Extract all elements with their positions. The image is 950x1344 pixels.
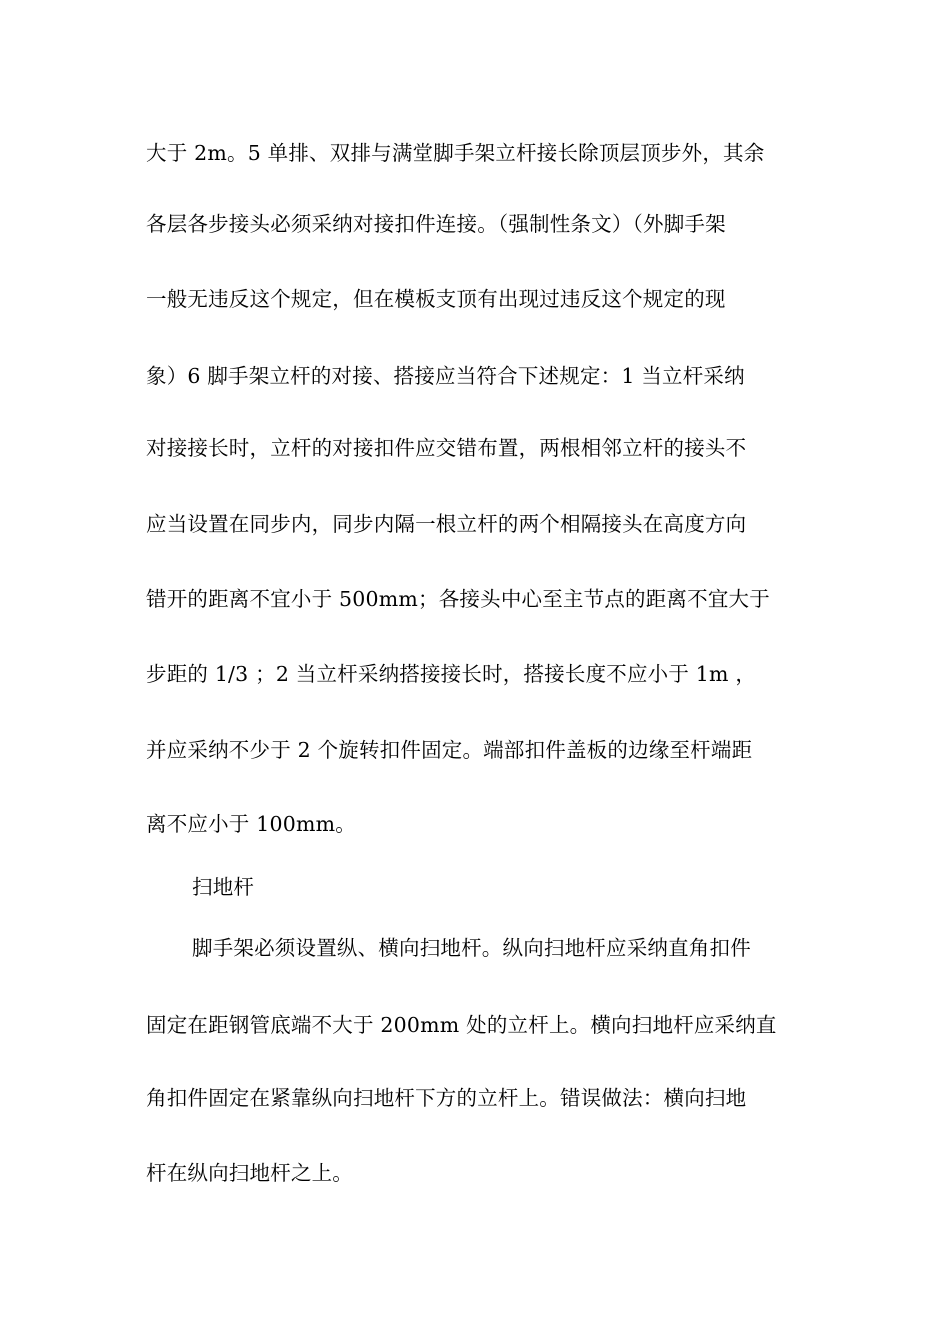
paragraph2-line-2: 固定在距钢管底端不大于 200mm 处的立杆上。横向扫地杆应采纳直 <box>146 1013 777 1037</box>
paragraph1-line-8: 步距的 1/3 ；2 当立杆采纳搭接接长时，搭接长度不应小于 1m ， <box>146 662 757 686</box>
paragraph1-line-10: 离不应小于 100mm。 <box>146 812 356 836</box>
paragraph1-line-2: 各层各步接头必须采纳对接扣件连接。（强制性条文）（外脚手架 <box>146 212 726 236</box>
paragraph2-line-1: 脚手架必须设置纵、横向扫地杆。纵向扫地杆应采纳直角扣件 <box>192 936 751 960</box>
paragraph1-line-4: 象）6 脚手架立杆的对接、搭接应当符合下述规定：1 当立杆采纳 <box>146 364 745 388</box>
paragraph2-line-3: 角扣件固定在紧靠纵向扫地杆下方的立杆上。错误做法：横向扫地 <box>146 1086 747 1110</box>
paragraph1-line-9: 并应采纳不少于 2 个旋转扣件固定。端部扣件盖板的边缘至杆端距 <box>146 738 753 762</box>
paragraph2-line-4: 杆在纵向扫地杆之上。 <box>146 1161 353 1185</box>
section-heading: 扫地杆 <box>192 875 255 899</box>
paragraph1-line-6: 应当设置在同步内，同步内隔一根立杆的两个相隔接头在高度方向 <box>146 512 747 536</box>
paragraph1-line-1: 大于 2m。5 单排、双排与满堂脚手架立杆接长除顶层顶步外，其余 <box>146 141 765 165</box>
paragraph1-line-7: 错开的距离不宜小于 500mm；各接头中心至主节点的距离不宜大于 <box>146 587 770 611</box>
paragraph1-line-3: 一般无违反这个规定，但在模板支顶有出现过违反这个规定的现 <box>146 287 726 311</box>
paragraph1-line-5: 对接接长时，立杆的对接扣件应交错布置，两根相邻立杆的接头不 <box>146 436 747 460</box>
